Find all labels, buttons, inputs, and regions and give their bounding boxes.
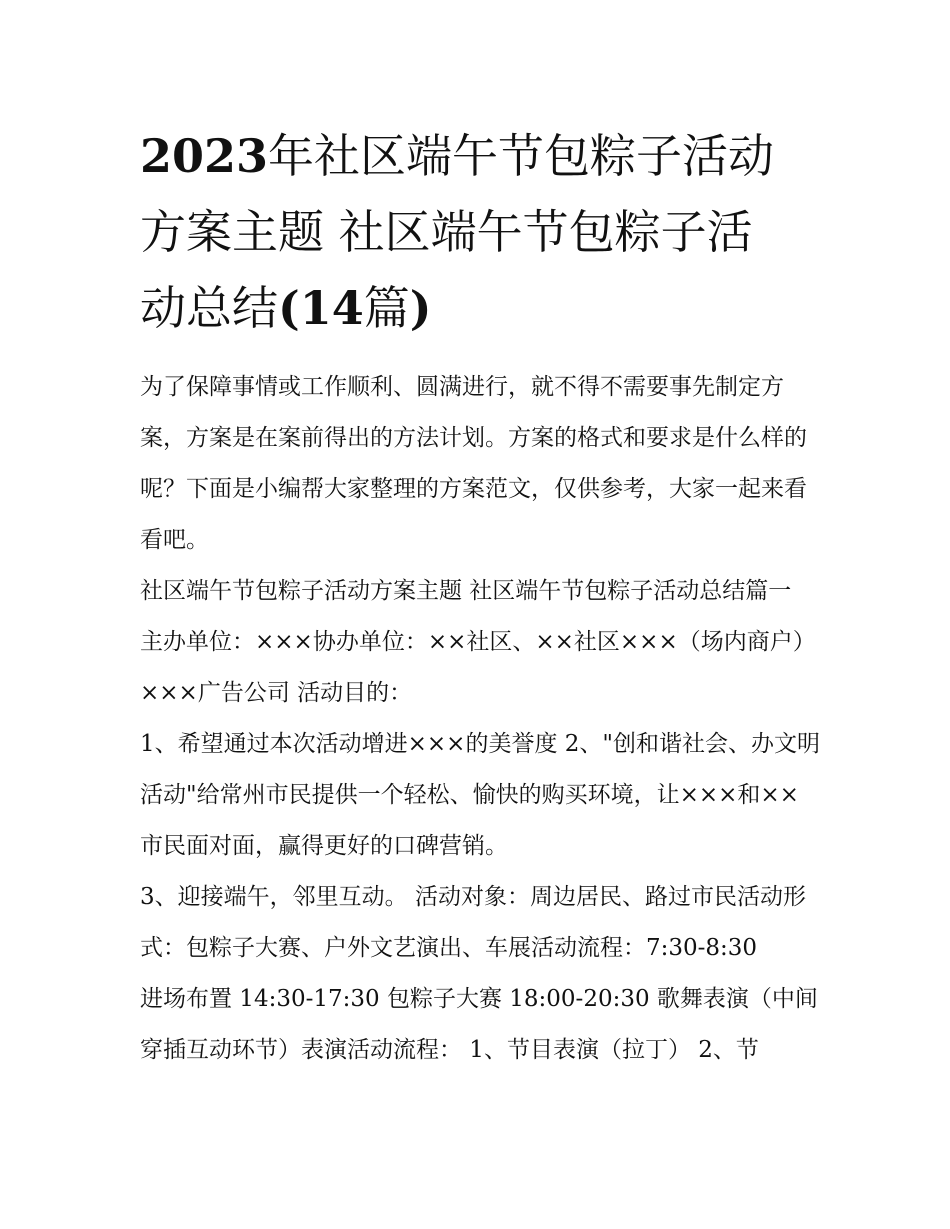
title-line-2: 方案主题 社区端午节包粽子活 [140,205,753,259]
paragraph-target: 3、迎接端午，邻里互动。 活动对象：周边居民、路过市民活动形式：包粽子大赛、户外文艺演出、车展活动流程：7:30-8:30 [140,884,806,961]
document-page [140,118,820,1076]
paragraph-intro: 为了保障事情或工作顺利、圆满进行，就不得不需要事先制定方案，方案是在案前得出的方法计划。方案的格式和要求是什么样的呢？下面是小编帮大家整理的方案范文，仅供参考，大家一起来看看吧。 [140,374,807,553]
paragraph-schedule: 进场布置 14:30-17:30 包粽子大赛 18:00-20:30 歌舞表演（中间穿插互动环节）表演活动流程： 1、节目表演（拉丁） 2、节 [140,986,818,1063]
paragraph-plan-one: 社区端午节包粽子活动方案主题 社区端午节包粽子活动总结篇一 主办单位：×××协办单位：××社区、××社区×××（场内商户）×××广告公司 活动目的： [140,578,816,706]
title-line-3-lead: 动总结 [140,281,278,335]
title-line-1: 2023年社区端午节包粽子活动 [140,129,775,183]
paragraph-goals: 1、希望通过本次活动增进×××的美誉度 2、"创和谐社会、办文明活动"给常州市民提供一个轻松、愉快的购买环境，让×××和××市民面对面，赢得更好的口碑营销。 [140,731,820,859]
title-line-3-count: (14 [278,281,364,335]
title-line-3 [140,270,820,346]
document-title [140,118,820,346]
title-line-1-rest: 年社区端午节包粽子活动 [268,129,775,183]
title-line-3-tail: 篇) [363,281,432,335]
